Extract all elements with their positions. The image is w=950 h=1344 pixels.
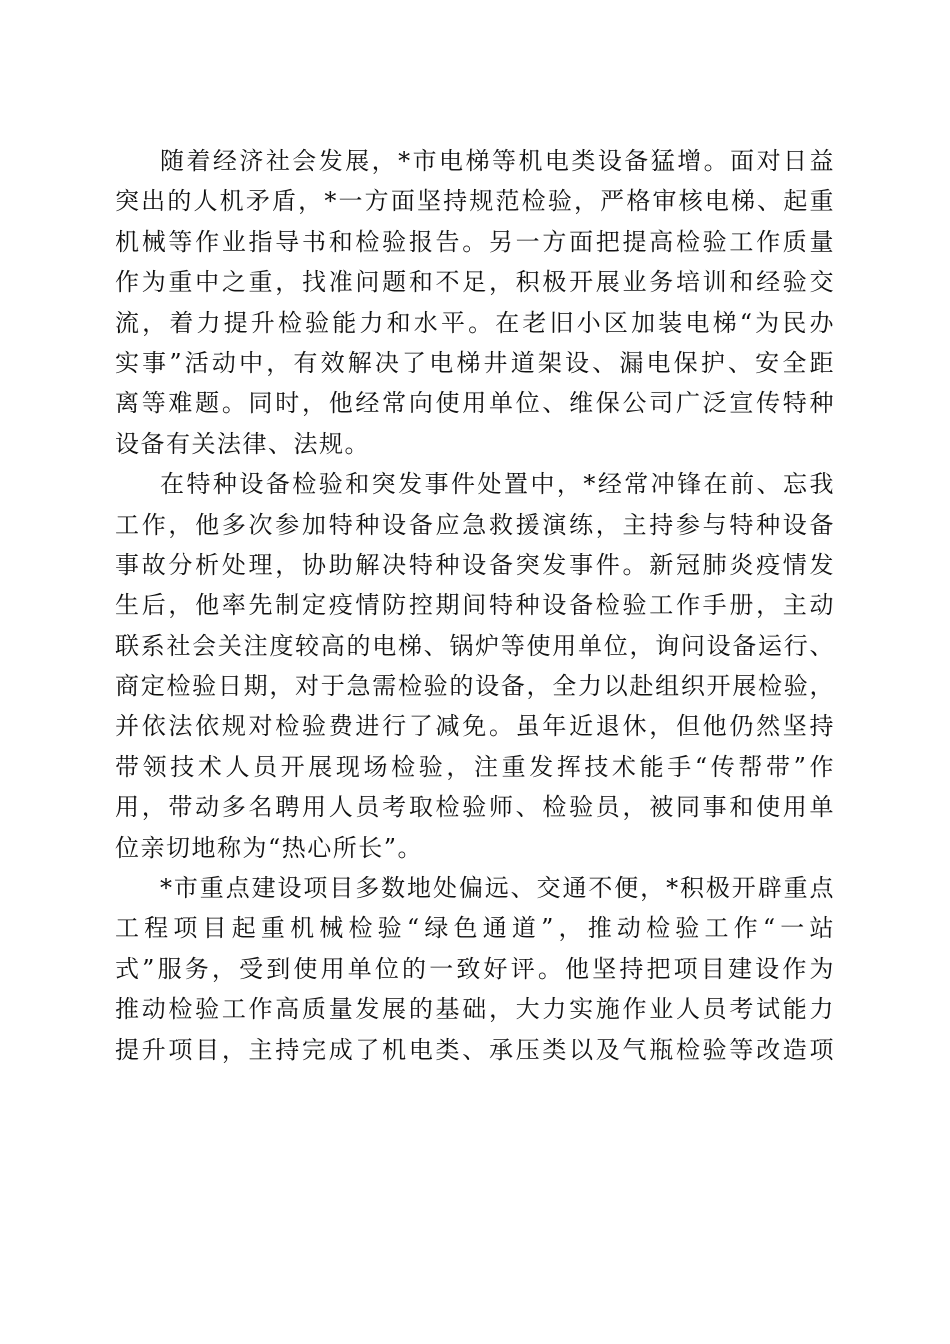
text-line: 设备有关法律、法规。: [115, 429, 370, 458]
text-line: 随着经济社会发展，*市电梯等机电类设备猛增。面对日益: [160, 147, 835, 175]
document-body: [115, 141, 835, 1070]
text-line: 生后，他率先制定疫情防控期间特种设备检验工作手册，主动: [115, 591, 835, 620]
text-line: 并依法依规对检验费进行了减免。虽年近退休，但他仍然坚持: [115, 712, 835, 741]
text-line: 流，着力提升检验能力和水平。在老旧小区加装电梯“为民办: [115, 308, 835, 337]
paragraph-3: [115, 868, 835, 1070]
text-line: 式”服务，受到使用单位的一致好评。他坚持把项目建设作为: [115, 954, 835, 983]
text-line: 离等难题。同时，他经常向使用单位、维保公司广泛宣传特种: [115, 389, 835, 418]
text-line: 提升项目，主持完成了机电类、承压类以及气瓶检验等改造项: [115, 1035, 835, 1064]
text-line: 带领技术人员开展现场检验，注重发挥技术能手“传帮带”作: [115, 752, 835, 781]
text-line: 在特种设备检验和突发事件处置中，*经常冲锋在前、忘我: [160, 470, 835, 499]
text-line: 实事”活动中，有效解决了电梯井道架设、漏电保护、安全距: [115, 348, 835, 377]
text-line: 推动检验工作高质量发展的基础，大力实施作业人员考试能力: [115, 995, 835, 1024]
text-line: 事故分析处理，协助解决特种设备突发事件。新冠肺炎疫情发: [115, 550, 835, 579]
text-line: 用，带动多名聘用人员考取检验师、检验员，被同事和使用单: [115, 793, 835, 822]
text-line: 工程项目起重机械检验“绿色通道”，推动检验工作“一站: [115, 914, 835, 943]
text-line: 作为重中之重，找准问题和不足，积极开展业务培训和经验交: [115, 268, 835, 297]
text-line: *市重点建设项目多数地处偏远、交通不便，*积极开辟重点: [160, 874, 835, 903]
text-line: 商定检验日期，对于急需检验的设备，全力以赴组织开展检验，: [115, 672, 835, 701]
text-line: 联系社会关注度较高的电梯、锅炉等使用单位，询问设备运行、: [115, 631, 835, 660]
text-line: 工作，他多次参加特种设备应急救援演练，主持参与特种设备: [115, 510, 835, 539]
paragraph-2: [115, 464, 835, 868]
text-line: 突出的人机矛盾，*一方面坚持规范检验，严格审核电梯、起重: [115, 187, 835, 216]
text-line: 位亲切地称为“热心所长”。: [115, 833, 424, 862]
paragraph-1: [115, 141, 835, 464]
text-line: 机械等作业指导书和检验报告。另一方面把提高检验工作质量: [115, 227, 835, 256]
